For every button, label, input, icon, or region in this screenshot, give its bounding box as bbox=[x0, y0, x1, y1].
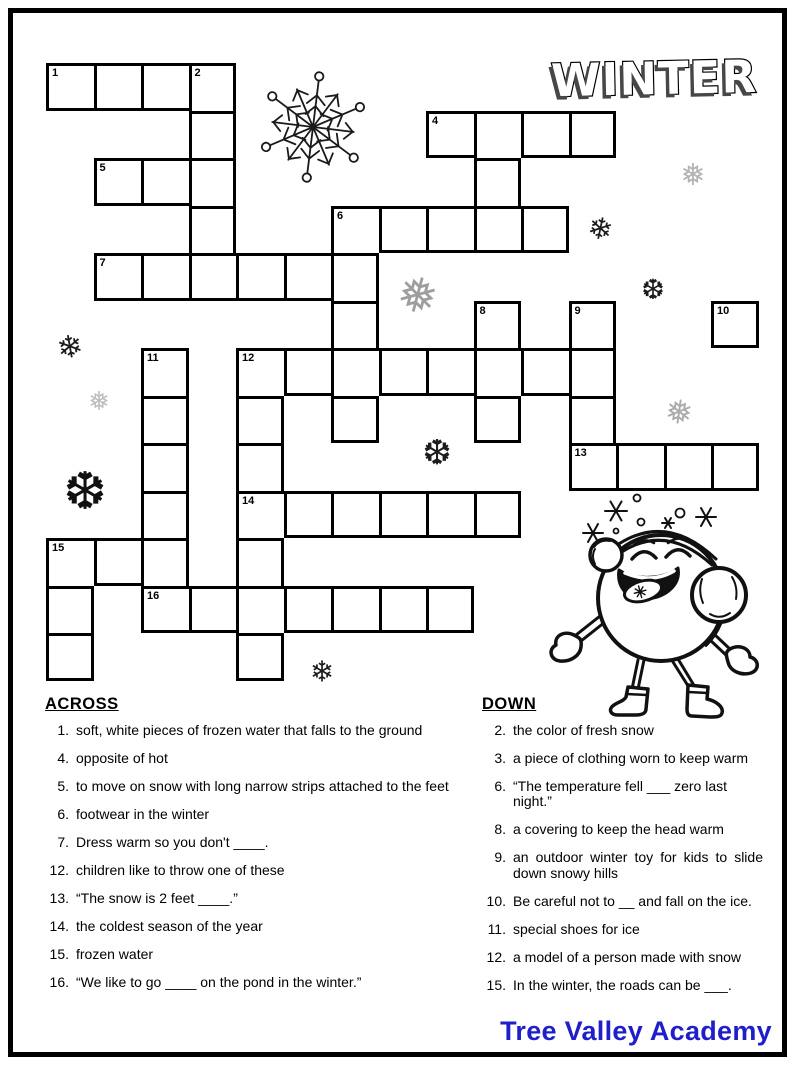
clue-item bbox=[482, 978, 770, 994]
clue-text: a model of a person made with snow bbox=[513, 948, 742, 965]
grid-cell[interactable] bbox=[141, 538, 189, 586]
grid-cell[interactable] bbox=[379, 348, 427, 396]
clue-number: 7. bbox=[57, 833, 69, 850]
snowflake-icon: ❆ bbox=[63, 463, 107, 521]
grid-cell[interactable] bbox=[426, 111, 474, 159]
clue-item bbox=[482, 822, 770, 838]
left-earmuff bbox=[590, 539, 622, 571]
grid-cell[interactable] bbox=[521, 206, 569, 254]
snowflake-icon: ❅ bbox=[88, 386, 110, 416]
clue-item bbox=[482, 894, 770, 910]
grid-cell[interactable] bbox=[236, 253, 284, 301]
clue-text: children like to throw one of these bbox=[76, 861, 285, 878]
grid-cell[interactable] bbox=[474, 491, 522, 539]
grid-cell[interactable] bbox=[331, 301, 379, 349]
grid-cell[interactable] bbox=[94, 63, 142, 111]
snowflake-icon: ❄ bbox=[584, 210, 616, 249]
clue-number: 3. bbox=[494, 749, 506, 766]
clue-number: 12. bbox=[49, 861, 69, 878]
cell-number: 13 bbox=[574, 447, 587, 459]
grid-cell[interactable] bbox=[46, 538, 94, 586]
snowflake-icon: ❅ bbox=[662, 391, 696, 433]
clue-text: “We like to go ____ on the pond in the winter.” bbox=[76, 973, 362, 990]
clue-item bbox=[45, 891, 457, 907]
snowball-character bbox=[540, 483, 780, 723]
cell-number: 16 bbox=[147, 589, 160, 602]
grid-cell[interactable] bbox=[569, 111, 617, 159]
clue-item bbox=[45, 807, 457, 823]
clue-number: 11. bbox=[487, 920, 506, 937]
clue-number: 15. bbox=[486, 976, 506, 993]
grid-cell[interactable] bbox=[569, 396, 617, 444]
across-heading: ACROSS bbox=[45, 695, 119, 713]
grid-cell[interactable] bbox=[379, 586, 427, 634]
grid-cell[interactable] bbox=[236, 491, 284, 539]
clue-item bbox=[482, 723, 770, 739]
cell-number: 4 bbox=[432, 114, 439, 127]
grid-cell[interactable] bbox=[331, 348, 379, 396]
clue-text: frozen water bbox=[76, 945, 154, 962]
brand-logo-text: Tree Valley Academy bbox=[500, 1016, 772, 1046]
cell-number: 8 bbox=[479, 304, 486, 317]
grid-cell[interactable] bbox=[426, 206, 474, 254]
grid-cell[interactable] bbox=[236, 396, 284, 444]
clue-number: 1. bbox=[57, 721, 69, 738]
clue-text: “The temperature fell ___ zero last night.” bbox=[513, 777, 727, 809]
clue-item bbox=[45, 779, 457, 795]
clue-number: 12. bbox=[486, 948, 506, 965]
grid-cell[interactable] bbox=[94, 538, 142, 586]
cell-number: 15 bbox=[52, 542, 65, 554]
clue-number: 16. bbox=[49, 973, 69, 990]
grid-cell[interactable] bbox=[46, 586, 94, 634]
grid-cell[interactable] bbox=[189, 63, 237, 111]
grid-cell[interactable] bbox=[236, 586, 284, 634]
grid-cell[interactable] bbox=[284, 348, 332, 396]
cell-number: 11 bbox=[147, 352, 159, 364]
grid-cell[interactable] bbox=[474, 348, 522, 396]
clue-text: the coldest season of the year bbox=[76, 917, 263, 934]
grid-cell[interactable] bbox=[284, 253, 332, 301]
across-clues-section bbox=[45, 697, 457, 1003]
clue-text: Be careful not to __ and fall on the ice. bbox=[513, 892, 752, 909]
grid-cell[interactable] bbox=[474, 158, 522, 206]
clue-item bbox=[482, 850, 770, 881]
grid-cell[interactable] bbox=[331, 586, 379, 634]
grid-cell[interactable] bbox=[189, 111, 237, 159]
grid-cell[interactable] bbox=[521, 348, 569, 396]
cell-number: 9 bbox=[574, 304, 581, 317]
grid-cell[interactable] bbox=[141, 253, 189, 301]
clue-text: footwear in the winter bbox=[76, 805, 210, 822]
stick-legs bbox=[632, 659, 695, 689]
grid-cell[interactable] bbox=[331, 253, 379, 301]
grid-cell[interactable] bbox=[474, 111, 522, 159]
clue-text: In the winter, the roads can be ___. bbox=[513, 976, 732, 993]
grid-cell[interactable] bbox=[284, 491, 332, 539]
clue-text: special shoes for ice bbox=[513, 920, 640, 937]
clue-number: 4. bbox=[57, 749, 69, 766]
grid-cell[interactable] bbox=[711, 301, 759, 349]
clue-number: 15. bbox=[49, 945, 69, 962]
grid-cell[interactable] bbox=[189, 158, 237, 206]
clue-text: Dress warm so you don't ____. bbox=[76, 833, 269, 850]
grid-cell[interactable] bbox=[236, 443, 284, 491]
clue-number: 5. bbox=[57, 777, 69, 794]
snowflake-icon: ❄ bbox=[309, 656, 335, 689]
clue-text: a covering to keep the head warm bbox=[513, 821, 724, 837]
grid-cell[interactable] bbox=[331, 491, 379, 539]
grid-cell[interactable] bbox=[46, 63, 94, 111]
grid-cell[interactable] bbox=[284, 586, 332, 634]
clue-text: opposite of hot bbox=[76, 749, 168, 766]
left-mitten bbox=[551, 633, 581, 661]
grid-cell[interactable] bbox=[141, 396, 189, 444]
grid-cell[interactable] bbox=[141, 443, 189, 491]
clue-number: 9. bbox=[494, 849, 506, 865]
cell-number: 5 bbox=[99, 162, 106, 174]
snowflake-icon: ❆ bbox=[641, 274, 665, 305]
cell-number: 7 bbox=[99, 257, 106, 269]
cell-number: 14 bbox=[242, 494, 255, 507]
clue-item bbox=[45, 835, 457, 851]
across-clue-list bbox=[45, 723, 457, 991]
grid-cell[interactable] bbox=[474, 206, 522, 254]
snowflake-icon: ❄ bbox=[54, 327, 86, 367]
grid-cell[interactable] bbox=[426, 491, 474, 539]
grid-cell[interactable] bbox=[426, 348, 474, 396]
clue-item bbox=[45, 975, 457, 991]
cell-number: 12 bbox=[242, 352, 255, 364]
down-clues-section bbox=[482, 697, 770, 1006]
clue-number: 8. bbox=[494, 821, 506, 837]
clue-text: to move on snow with long narrow strips attached to the feet bbox=[76, 777, 449, 794]
clue-text: the color of fresh snow bbox=[513, 721, 654, 738]
grid-cell[interactable] bbox=[141, 491, 189, 539]
clue-item bbox=[482, 950, 770, 966]
grid-cell[interactable] bbox=[236, 538, 284, 586]
grid-cell[interactable] bbox=[569, 348, 617, 396]
clue-item bbox=[482, 751, 770, 767]
grid-cell[interactable] bbox=[236, 633, 284, 681]
grid-cell[interactable] bbox=[94, 253, 142, 301]
clue-number: 6. bbox=[494, 777, 506, 794]
grid-cell[interactable] bbox=[46, 633, 94, 681]
cell-number: 2 bbox=[194, 67, 201, 79]
right-earmuff bbox=[692, 568, 746, 622]
grid-cell[interactable] bbox=[236, 348, 284, 396]
clue-text: a piece of clothing worn to keep warm bbox=[513, 749, 749, 766]
grid-cell[interactable] bbox=[569, 301, 617, 349]
grid-cell[interactable] bbox=[141, 586, 189, 634]
right-mitten bbox=[726, 647, 757, 674]
clue-item bbox=[482, 922, 770, 938]
clue-item bbox=[45, 863, 457, 879]
page-title: WINTER bbox=[550, 49, 758, 108]
clue-text: “The snow is 2 feet ____.” bbox=[76, 889, 238, 906]
grid-cell[interactable] bbox=[474, 301, 522, 349]
cell-number: 1 bbox=[52, 67, 59, 79]
grid-cell[interactable] bbox=[189, 253, 237, 301]
grid-cell[interactable] bbox=[331, 206, 379, 254]
clue-item bbox=[45, 723, 457, 739]
grid-cell[interactable] bbox=[379, 206, 427, 254]
clue-item bbox=[45, 919, 457, 935]
sparkle-dots bbox=[614, 495, 685, 534]
clue-number: 10. bbox=[486, 892, 506, 909]
snowflake-icon: ❅ bbox=[680, 159, 706, 192]
clue-text: soft, white pieces of frozen water that falls to the ground bbox=[76, 721, 423, 738]
grid-cell[interactable] bbox=[94, 158, 142, 206]
clue-item bbox=[45, 751, 457, 767]
clue-number: 14. bbox=[49, 917, 69, 934]
grid-cell[interactable] bbox=[521, 111, 569, 159]
big-snowflake-icon bbox=[253, 67, 373, 187]
cell-number: 6 bbox=[337, 209, 344, 222]
grid-cell[interactable] bbox=[474, 396, 522, 444]
clue-number: 6. bbox=[57, 805, 69, 822]
clue-number: 13. bbox=[49, 889, 69, 906]
snowflake-icon: ❆ bbox=[422, 433, 452, 473]
clue-item bbox=[482, 779, 770, 810]
down-heading: DOWN bbox=[482, 695, 537, 713]
down-clue-list bbox=[482, 723, 770, 994]
grid-cell[interactable] bbox=[141, 158, 189, 206]
grid-cell[interactable] bbox=[379, 491, 427, 539]
grid-cell[interactable] bbox=[426, 586, 474, 634]
grid-cell[interactable] bbox=[189, 206, 237, 254]
clue-text: an outdoor winter toy for kids to slide down snowy hills bbox=[513, 849, 763, 881]
clue-number: 2. bbox=[494, 721, 506, 738]
grid-cell[interactable] bbox=[141, 348, 189, 396]
snowflake-icon: ❅ bbox=[390, 265, 444, 328]
cell-number: 10 bbox=[717, 304, 730, 317]
grid-cell[interactable] bbox=[189, 586, 237, 634]
grid-cell[interactable] bbox=[331, 396, 379, 444]
clue-item bbox=[45, 947, 457, 963]
grid-cell[interactable] bbox=[141, 63, 189, 111]
